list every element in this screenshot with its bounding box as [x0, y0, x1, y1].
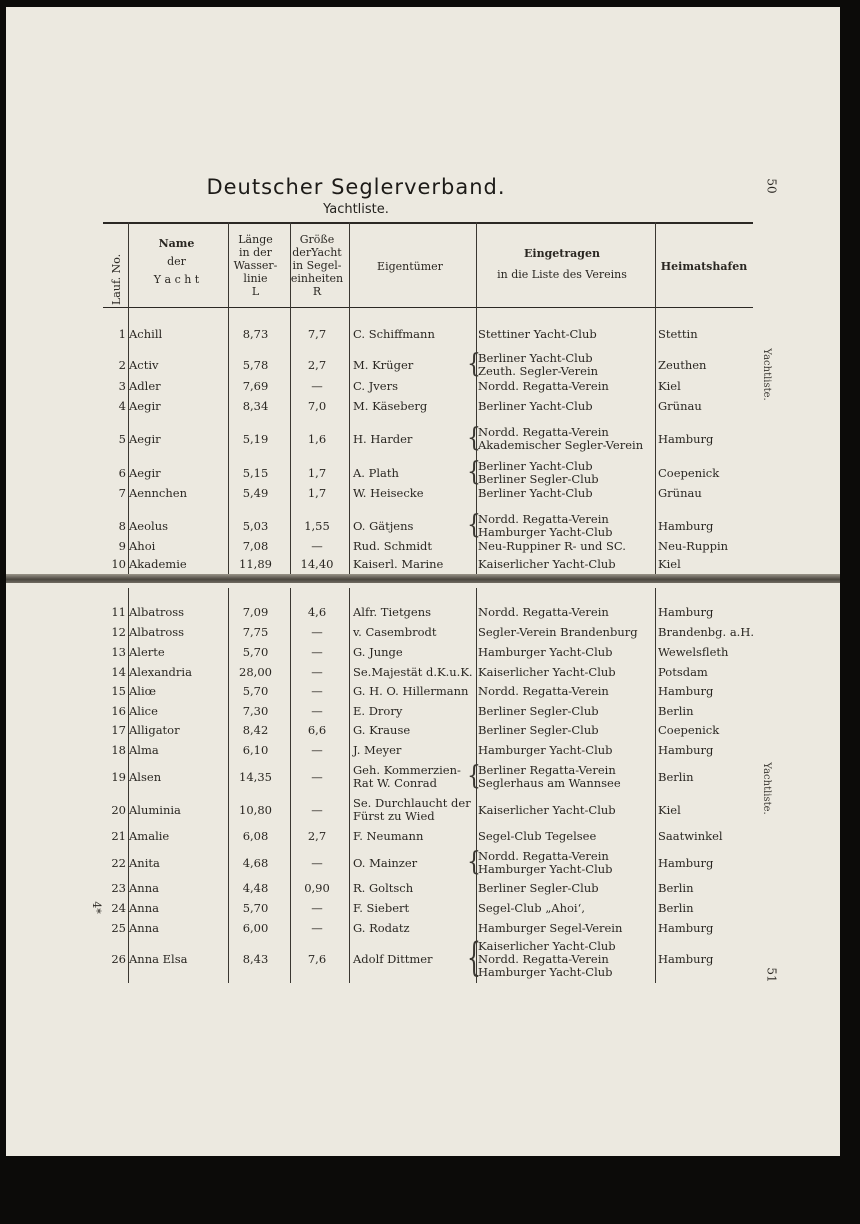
home-port: Hamburg — [658, 855, 714, 870]
home-port: Berlin — [658, 881, 694, 895]
header-name-line: Y a c h t — [153, 273, 200, 286]
home-port: Grünau — [658, 486, 702, 500]
waterline-length: 6,08 — [242, 829, 269, 843]
row-number: 16 — [111, 704, 126, 718]
row-number: 24 — [111, 901, 126, 915]
home-port: Kiel — [658, 557, 681, 571]
sail-units: 0,90 — [304, 881, 330, 895]
sail-units: 7,6 — [307, 952, 327, 966]
table-row — [6, 847, 840, 878]
waterline-length: 4,48 — [242, 881, 269, 895]
header-name — [129, 237, 224, 286]
brace-mark: { — [467, 847, 481, 878]
club-line: Zeuth. Segler-Verein — [478, 364, 599, 378]
home-port: Brandenbg. a.H. — [658, 625, 755, 639]
header-size-line: derYacht — [292, 246, 342, 259]
header-registered-line: Eingetragen — [524, 247, 600, 260]
waterline-length: 6,00 — [242, 921, 269, 935]
brace-mark: { — [467, 457, 481, 488]
club-line: Segler-Verein Brandenburg — [478, 625, 638, 639]
header-name-line: der — [167, 255, 186, 268]
club-line: Berliner Yacht-Club — [478, 459, 593, 473]
owner-line: G. Krause — [353, 723, 411, 737]
home-port: Zeuthen — [658, 357, 707, 372]
header-length-line: Länge — [238, 233, 273, 246]
table-row — [6, 936, 840, 981]
home-port: Stettin — [658, 327, 698, 341]
header-length-line: Wasser- — [233, 259, 278, 272]
sail-units: 1,6 — [307, 431, 327, 446]
table-row — [6, 558, 840, 571]
waterline-length: 7,08 — [242, 539, 269, 553]
yacht-name: Ahoi — [129, 539, 156, 553]
club-line: Hamburger Yacht-Club — [478, 862, 613, 876]
sail-units: — — [311, 625, 323, 639]
header-registered — [472, 247, 652, 281]
club-line: Akademischer Segler-Verein — [478, 438, 644, 452]
table-row — [6, 380, 840, 393]
club-line: Kaiserlicher Yacht-Club — [478, 557, 616, 571]
header-lauf-no: Lauf. No. — [110, 253, 123, 305]
brace-mark: { — [467, 761, 481, 792]
home-port: Berlin — [658, 704, 694, 718]
home-port: Saatwinkel — [658, 829, 723, 843]
owner-line: Alfr. Tietgens — [353, 605, 432, 619]
yacht-name: Albatross — [129, 605, 185, 619]
page-number-lower: 51 — [764, 967, 779, 983]
document-title: Deutscher Seglerverband. — [206, 175, 506, 199]
yacht-name: Anita — [129, 855, 160, 870]
sail-units: 4,6 — [307, 605, 327, 619]
waterline-length: 11,89 — [239, 557, 272, 571]
home-port: Hamburg — [658, 684, 714, 698]
yacht-name: Alma — [129, 743, 159, 757]
table-row — [6, 724, 840, 737]
header-owner: Eigentümer — [377, 260, 443, 273]
club-line: Hamburger Yacht-Club — [478, 743, 613, 757]
club-line: Hamburger Yacht-Club — [478, 965, 613, 979]
owner-line: A. Plath — [353, 465, 399, 480]
owner-line: Se.Majestät d.K.u.K. — [353, 665, 473, 679]
owner-line: v. Casembrodt — [353, 625, 437, 639]
owner-line: M. Käseberg — [353, 399, 428, 413]
owner-line: M. Krüger — [353, 357, 414, 372]
table-row — [6, 830, 840, 843]
sail-units: — — [311, 901, 323, 915]
owner-line: R. Goltsch — [353, 881, 414, 895]
owner-line: H. Harder — [353, 431, 413, 446]
yacht-name: Adler — [129, 379, 161, 393]
club-line: Berliner Yacht-Club — [478, 351, 593, 365]
home-port: Kiel — [658, 379, 681, 393]
sail-units: 2,7 — [307, 357, 327, 372]
row-number: 11 — [111, 605, 126, 619]
waterline-length: 5,19 — [242, 431, 269, 446]
brace-mark: { — [467, 510, 481, 541]
club-line: Hamburger Segel-Verein — [478, 921, 623, 935]
waterline-length: 5,70 — [242, 901, 269, 915]
row-number: 15 — [111, 684, 126, 698]
waterline-length: 8,42 — [242, 723, 269, 737]
table-row — [6, 510, 840, 541]
yacht-name: Activ — [129, 357, 159, 372]
table-row — [6, 902, 840, 915]
table-row — [6, 646, 840, 659]
table-row — [6, 922, 840, 935]
row-number: 20 — [111, 802, 126, 817]
club-line: Nordd. Regatta-Verein — [478, 952, 609, 966]
waterline-length: 8,43 — [242, 952, 269, 966]
header-home-port: Heimatshafen — [660, 260, 748, 273]
sail-units: 1,7 — [307, 486, 327, 500]
table-row — [6, 328, 840, 341]
yacht-name: Alerte — [129, 645, 165, 659]
waterline-length: 14,35 — [239, 769, 272, 784]
header-length-line: linie — [243, 272, 268, 285]
club-line: Segel-Club „Ahoi‘‚ — [478, 901, 585, 915]
upper-page — [6, 7, 840, 581]
table-row — [6, 626, 840, 639]
side-label-upper: Yachtliste. — [760, 348, 772, 401]
home-port: Coepenick — [658, 465, 720, 480]
row-number: 13 — [111, 645, 126, 659]
header-registered-line: in die Liste des Vereins — [497, 268, 627, 281]
club-line: Berliner Yacht-Club — [478, 486, 593, 500]
club-line: Berliner Regatta-Verein — [478, 763, 616, 777]
owner-line: Rud. Schmidt — [353, 539, 433, 553]
club-line: Seglerhaus am Wannsee — [478, 776, 621, 790]
sail-units: — — [311, 704, 323, 718]
club-line: Nordd. Regatta-Verein — [478, 379, 609, 393]
yacht-name: Aegir — [129, 399, 161, 413]
club-line: Berliner Segler-Club — [478, 723, 599, 737]
brace-mark: { — [467, 936, 481, 981]
club-line: Kaiserlicher Yacht-Club — [478, 665, 616, 679]
sail-units: 7,0 — [307, 399, 327, 413]
row-number: 5 — [118, 431, 126, 446]
yacht-name: Aluminia — [129, 802, 181, 817]
club-line: Segel-Club Tegelsee — [478, 829, 597, 843]
owner-line: E. Drory — [353, 704, 403, 718]
home-port: Berlin — [658, 769, 694, 784]
sail-units: — — [311, 743, 323, 757]
table-row — [6, 685, 840, 698]
yacht-name: Aliœ — [129, 684, 157, 698]
waterline-length: 7,30 — [242, 704, 269, 718]
row-number: 8 — [118, 518, 126, 533]
waterline-length: 5,70 — [242, 645, 269, 659]
waterline-length: 10,80 — [239, 802, 272, 817]
club-line: Nordd. Regatta-Verein — [478, 605, 609, 619]
lower-page — [6, 583, 840, 1156]
row-number: 12 — [111, 625, 126, 639]
row-number: 7 — [118, 486, 126, 500]
owner-line: F. Neumann — [353, 829, 424, 843]
home-port: Hamburg — [658, 952, 714, 966]
yacht-name: Anna — [129, 881, 159, 895]
header-name-line: Name — [158, 237, 195, 250]
table-row — [6, 882, 840, 895]
sail-units: — — [311, 855, 323, 870]
row-number: 9 — [118, 539, 126, 553]
club-line: Kaiserlicher Yacht-Club — [478, 939, 616, 953]
row-number: 21 — [111, 829, 126, 843]
sail-units: — — [311, 802, 323, 817]
owner-line: C. Schiffmann — [353, 327, 435, 341]
yacht-name: Anna — [129, 901, 159, 915]
yacht-name: Anna Elsa — [129, 952, 188, 966]
owner-line: G. Junge — [353, 645, 403, 659]
brace-mark: { — [467, 349, 481, 380]
row-number: 26 — [111, 952, 126, 966]
club-line: Berliner Yacht-Club — [478, 399, 593, 413]
waterline-length: 8,34 — [242, 399, 269, 413]
owner-line: C. Jvers — [353, 379, 399, 393]
sail-units: 14,40 — [300, 557, 334, 571]
owner-line: W. Heisecke — [353, 486, 424, 500]
sail-units: — — [311, 645, 323, 659]
owner-line: Se. Durchlaucht der — [353, 796, 471, 810]
home-port: Coepenick — [658, 723, 720, 737]
header-length-line: L — [251, 285, 260, 298]
owner-line: Fürst zu Wied — [353, 809, 435, 823]
yacht-name: Aennchen — [129, 486, 187, 500]
row-number: 1 — [118, 327, 126, 341]
home-port: Hamburg — [658, 743, 714, 757]
table-row — [6, 423, 840, 454]
table-row — [6, 606, 840, 619]
home-port: Hamburg — [658, 921, 714, 935]
signature-mark: 4* — [89, 901, 103, 914]
row-number: 4 — [118, 399, 126, 413]
owner-line: Adolf Dittmer — [353, 952, 433, 966]
home-port: Neu-Ruppin — [658, 539, 729, 553]
table-row — [6, 744, 840, 757]
sail-units: — — [311, 921, 323, 935]
yacht-name: Aegir — [129, 465, 161, 480]
yacht-name: Aegir — [129, 431, 161, 446]
home-port: Hamburg — [658, 431, 714, 446]
owner-line: O. Mainzer — [353, 855, 418, 870]
club-line: Berliner Segler-Club — [478, 472, 599, 486]
yacht-name: Alligator — [129, 723, 180, 737]
row-number: 14 — [111, 665, 126, 679]
owner-line: F. Siebert — [353, 901, 410, 915]
home-port: Hamburg — [658, 605, 714, 619]
sail-units: 6,6 — [307, 723, 327, 737]
waterline-length: 5,03 — [242, 518, 269, 533]
owner-line: Rat W. Conrad — [353, 776, 438, 790]
waterline-length: 5,49 — [242, 486, 269, 500]
waterline-length: 5,70 — [242, 684, 269, 698]
row-number: 17 — [111, 723, 126, 737]
header-size-line: Größe — [299, 233, 335, 246]
waterline-length: 6,10 — [242, 743, 269, 757]
home-port: Kiel — [658, 802, 681, 817]
yacht-name: Albatross — [129, 625, 185, 639]
table-row — [6, 797, 840, 823]
yacht-name: Alsen — [129, 769, 162, 784]
club-line: Nordd. Regatta-Verein — [478, 684, 609, 698]
yacht-name: Achill — [129, 327, 163, 341]
waterline-length: 8,73 — [242, 327, 269, 341]
home-port: Wewelsfleth — [658, 645, 729, 659]
row-number: 19 — [111, 769, 126, 784]
waterline-length: 7,75 — [242, 625, 269, 639]
owner-line: O. Gätjens — [353, 518, 414, 533]
sail-units: 1,55 — [304, 518, 330, 533]
waterline-length: 4,68 — [242, 855, 269, 870]
sail-units: 1,7 — [307, 465, 327, 480]
club-line: Nordd. Regatta-Verein — [478, 849, 609, 863]
club-line: Nordd. Regatta-Verein — [478, 425, 609, 439]
waterline-length: 5,15 — [242, 465, 269, 480]
sail-units: — — [311, 769, 323, 784]
row-number: 10 — [111, 557, 126, 571]
yacht-name: Amalie — [129, 829, 170, 843]
row-number: 6 — [118, 465, 126, 480]
sail-units: 7,7 — [307, 327, 327, 341]
header-length-line: in der — [239, 246, 272, 259]
club-line: Kaiserlicher Yacht-Club — [478, 802, 616, 817]
table-row — [6, 400, 840, 413]
sail-units: — — [311, 665, 323, 679]
owner-line: Kaiserl. Marine — [353, 557, 444, 571]
owner-line: J. Meyer — [353, 743, 402, 757]
home-port: Berlin — [658, 901, 694, 915]
home-port: Hamburg — [658, 518, 714, 533]
club-line: Hamburger Yacht-Club — [478, 645, 613, 659]
header-size — [285, 233, 349, 298]
header-size-line: R — [312, 285, 322, 298]
row-number: 23 — [111, 881, 126, 895]
yacht-name: Alexandria — [129, 665, 192, 679]
document-subtitle: Yachtliste. — [323, 202, 389, 217]
table-row — [6, 457, 840, 488]
yacht-name: Anna — [129, 921, 159, 935]
club-line: Neu-Ruppiner R- und SC. — [478, 539, 626, 553]
owner-line: G. H. O. Hillermann — [353, 684, 469, 698]
sail-units: — — [311, 539, 323, 553]
yacht-name: Akademie — [129, 557, 187, 571]
home-port: Potsdam — [658, 665, 708, 679]
table-row — [6, 705, 840, 718]
club-line: Stettiner Yacht-Club — [478, 327, 597, 341]
owner-line: Geh. Kommerzien- — [353, 763, 461, 777]
sail-units: 2,7 — [307, 829, 327, 843]
club-line: Hamburger Yacht-Club — [478, 525, 613, 539]
yacht-name: Aeolus — [129, 518, 169, 533]
sail-units: — — [311, 379, 323, 393]
brace-mark: { — [467, 423, 481, 454]
waterline-length: 5,78 — [242, 357, 269, 372]
row-number: 22 — [111, 855, 126, 870]
club-line: Berliner Segler-Club — [478, 704, 599, 718]
table-row — [6, 540, 840, 553]
row-number: 3 — [118, 379, 126, 393]
row-number: 18 — [111, 743, 126, 757]
yacht-name: Alice — [129, 704, 158, 718]
side-label-lower: Yachtliste. — [760, 762, 772, 815]
row-number: 25 — [111, 921, 126, 935]
page-number-upper: 50 — [764, 178, 779, 194]
table-row — [6, 487, 840, 500]
header-length — [224, 233, 287, 298]
owner-line: G. Rodatz — [353, 921, 410, 935]
header-size-line: einheiten — [290, 272, 344, 285]
waterline-length: 7,69 — [242, 379, 269, 393]
waterline-length: 7,09 — [242, 605, 269, 619]
club-line: Nordd. Regatta-Verein — [478, 512, 609, 526]
club-line: Berliner Segler-Club — [478, 881, 599, 895]
home-port: Grünau — [658, 399, 702, 413]
sail-units: — — [311, 684, 323, 698]
row-number: 2 — [118, 357, 126, 372]
waterline-length: 28,00 — [239, 665, 272, 679]
table-row — [6, 666, 840, 679]
header-size-line: in Segel- — [292, 259, 342, 272]
